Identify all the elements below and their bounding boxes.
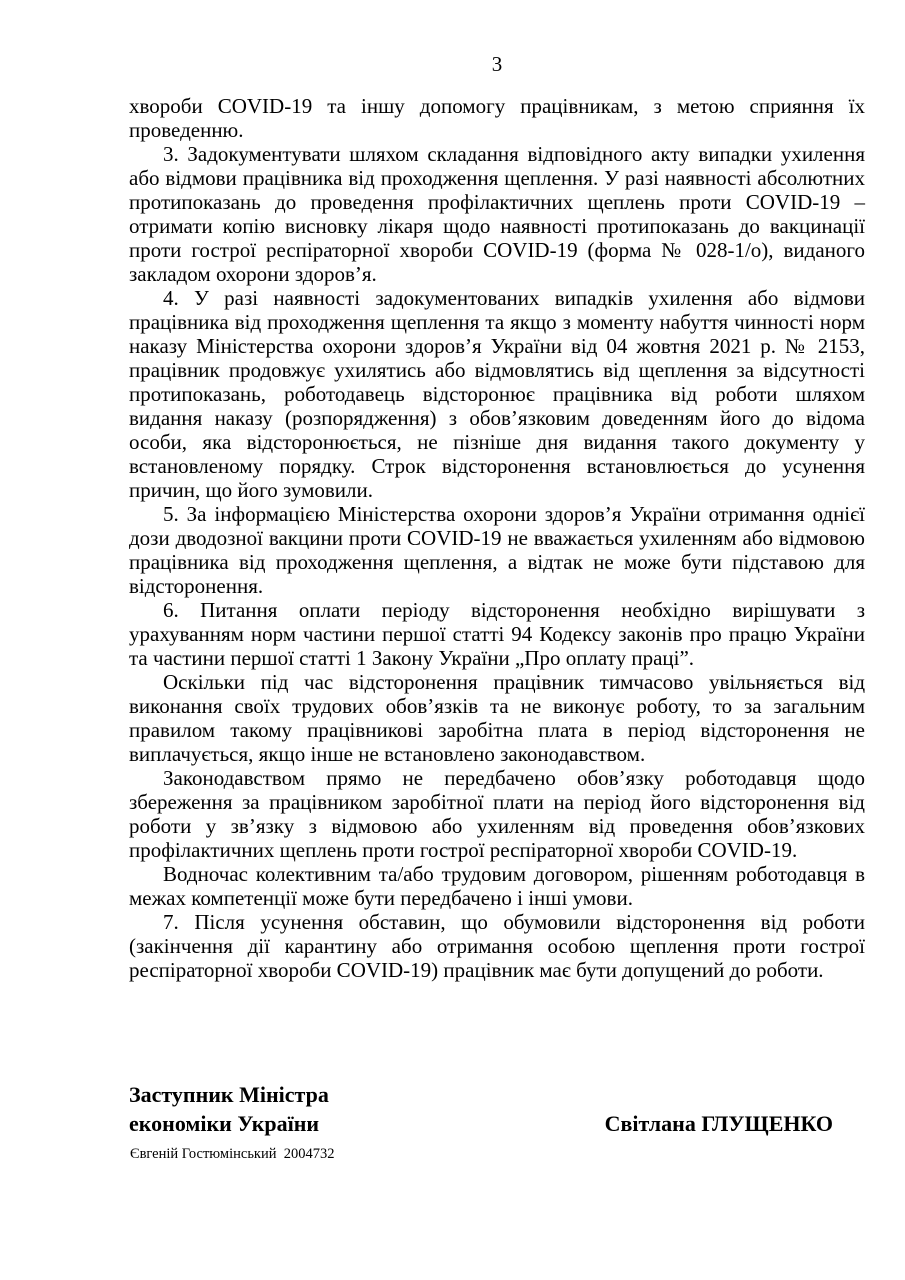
signature-title-line2: економіки України <box>129 1111 320 1136</box>
signature-title-line1: Заступник Міністра <box>129 1082 329 1107</box>
paragraph: 6. Питання оплати періоду відсторонення необхідно вирішувати з урахуванням норм частини першої статті 94 Кодексу законів про працю України та частини першої статті 1 Закону України „Про оплату праці”. <box>129 598 865 670</box>
document-body <box>129 94 865 982</box>
paragraph: 5. За інформацією Міністерства охорони здоров’я України отримання однієї дози дводозної вакцини проти COVID-19 не вважається ухиленням або відмовою працівника від проходження щеплення, а відтак не може бути підставою для відсторонення. <box>129 502 865 598</box>
paragraph: 4. У разі наявності задокументованих випадків ухилення або відмови працівника від проходження щеплення та якщо з моменту набуття чинності норм наказу Міністерства охорони здоров’я України від 04 жовтня 2021 р. № 2153, працівник продовжує ухилятись або відмовлятись від щеплення за відсутності протипоказань, роботодавець відсторонює працівника від роботи шляхом видання наказу (розпорядження) з обов’язковим доведенням його до відома особи, яка відсторонюється, не пізніше дня видання такого документу у встановленому порядку. Строк відсторонення встановлюється до усунення причин, що його зумовили. <box>129 286 865 502</box>
paragraph: Водночас колективним та/або трудовим договором, рішенням роботодавця в межах компетенції може бути передбачено і інші умови. <box>129 862 865 910</box>
paragraph: Оскільки під час відсторонення працівник тимчасово увільняється від виконання своїх трудових обов’язків та не виконує роботу, то за загальним правилом такому працівникові заробітна плата в період відсторонення не виплачується, якщо інше не встановлено законодавством. <box>129 670 865 766</box>
executor-note: Євгеній Гостюмінський 2004732 <box>130 1146 335 1162</box>
signature-name: Світлана ГЛУЩЕНКО <box>604 1111 833 1136</box>
paragraph: хвороби COVID-19 та іншу допомогу працівникам, з метою сприяння їх проведенню. <box>129 94 865 142</box>
signature-title <box>129 1080 329 1138</box>
paragraph: 3. Задокументувати шляхом складання відповідного акту випадки ухилення або відмови працівника від проходження щеплення. У разі наявності абсолютних протипоказань до проведення профілактичних щеплень проти COVID-19 – отримати копію висновку лікаря щодо наявності протипоказань до вакцинації проти гострої респіраторної хвороби COVID-19 (форма № 028-1/о), виданого закладом охорони здоров’я. <box>129 142 865 286</box>
page-number: 3 <box>491 52 503 76</box>
signature-block <box>129 1080 865 1138</box>
paragraph: 7. Після усунення обставин, що обумовили відсторонення від роботи (закінчення дії карантину або отримання особою щеплення проти гострої респіраторної хвороби COVID-19) працівник має бути допущений до роботи. <box>129 910 865 982</box>
paragraph: Законодавством прямо не передбачено обов’язку роботодавця щодо збереження за працівником заробітної плати на період його відсторонення від роботи у зв’язку з відмовою або ухиленням від проведення обов’язкових профілактичних щеплень проти гострої респіраторної хвороби COVID-19. <box>129 766 865 862</box>
